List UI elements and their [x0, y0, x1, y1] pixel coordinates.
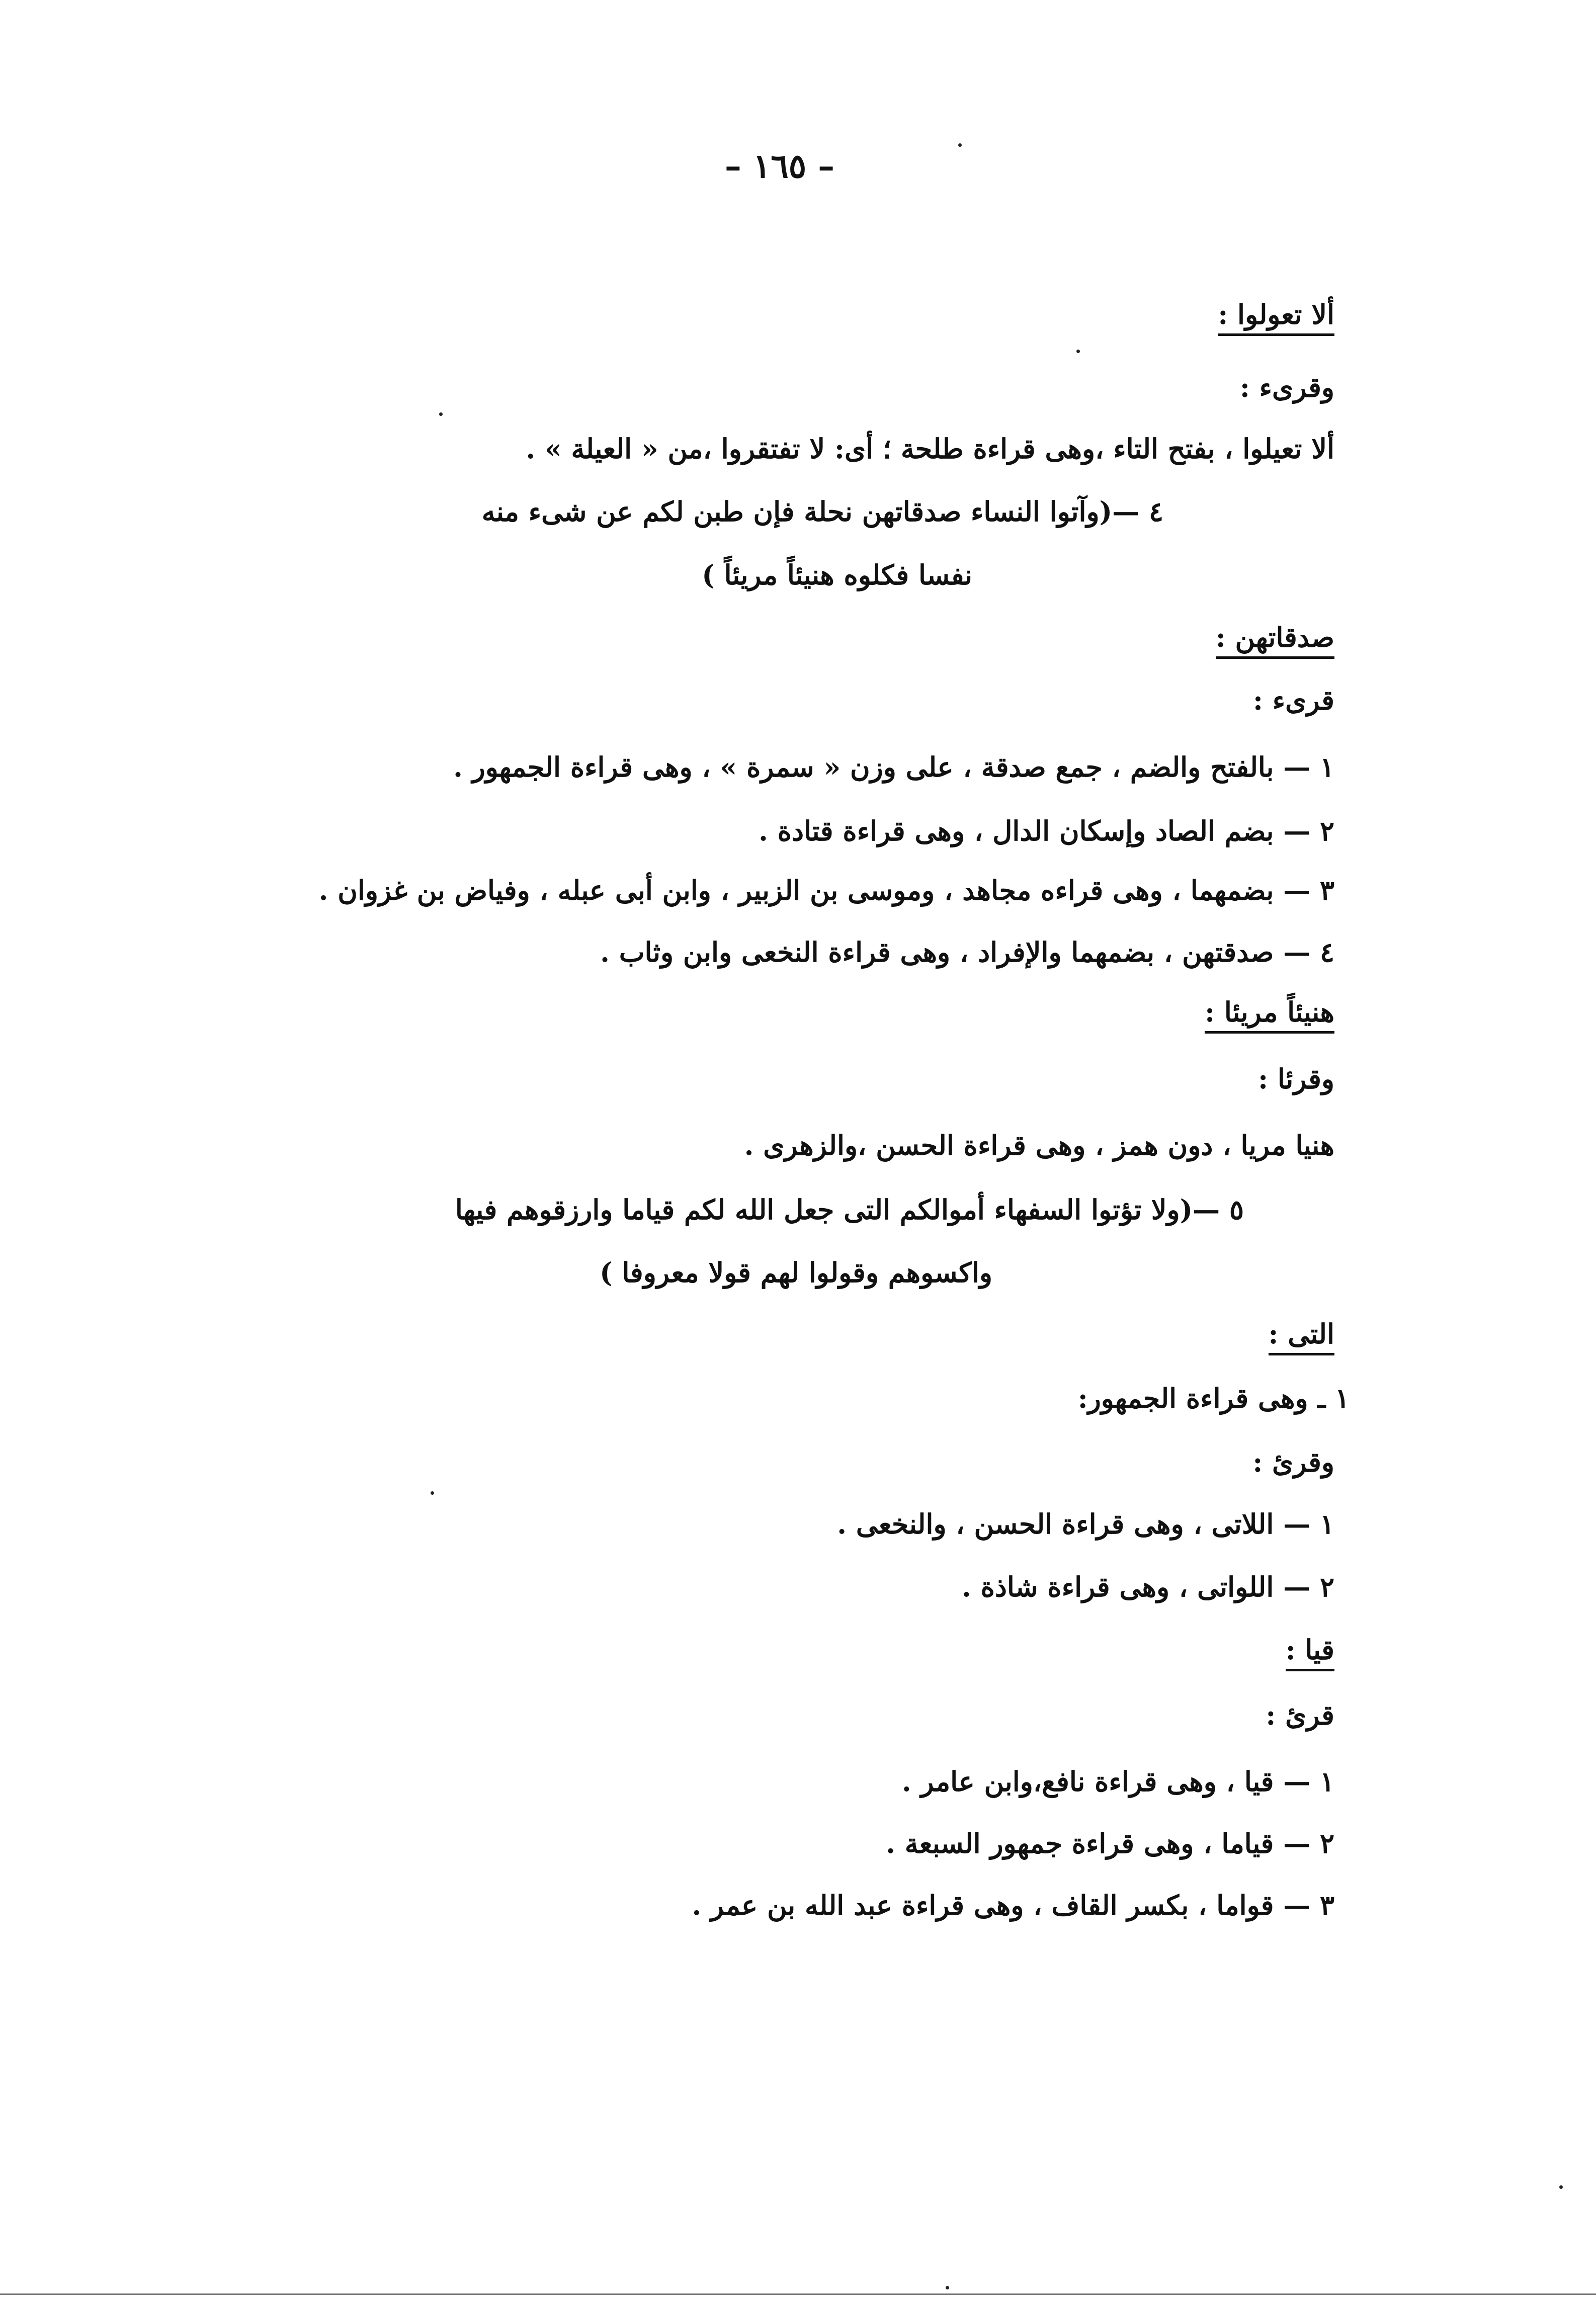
- list-item: ٢ — اللواتى ، وهى قراءة شاذة .: [961, 1571, 1334, 1603]
- scan-speck: [1076, 350, 1080, 353]
- list-item: ٢ — قياما ، وهى قراءة جمهور السبعة .: [886, 1827, 1334, 1859]
- verse-line: واكسوهم وقولوا لهم قولا معروفا ): [600, 1256, 992, 1289]
- list-item: ١ — قيا ، وهى قراءة نافع،وابن عامر .: [901, 1765, 1334, 1798]
- scan-speck: [1559, 2185, 1563, 2189]
- reading-label: وقرىء :: [1239, 371, 1334, 403]
- list-item: ٤ — صدقتهن ، بضمهما والإفراد ، وهى قراءة النخعى وابن وثاب .: [600, 936, 1334, 968]
- list-item: ٣ — قواما ، بكسر القاف ، وهى قراءة عبد الله بن عمر .: [692, 1889, 1334, 1921]
- verse-line: نفسا فكلوه هنيئاً مريئاً ): [702, 559, 972, 591]
- scan-speck: [946, 2286, 949, 2289]
- scan-speck: [439, 412, 443, 416]
- text-line: ١ ـ وهى قراءة الجمهور:: [1077, 1382, 1350, 1414]
- list-item: ٢ — بضم الصاد وإسكان الدال ، وهى قراءة قتادة .: [759, 815, 1334, 847]
- heading-allati: [1269, 1316, 1335, 1351]
- heading-hanian-mariian: [1205, 994, 1334, 1030]
- heading-text: صدقاتهن :: [1216, 621, 1334, 659]
- reading-label: وقرئ :: [1252, 1446, 1334, 1478]
- reading-label: قرىء :: [1253, 684, 1334, 716]
- verse-line: ٥ —(ولا تؤتوا السفهاء أموالكم التى جعل الله لكم قياما وارزقوهم فيها: [455, 1194, 1244, 1226]
- page-number: – ١٦٥ –: [724, 146, 835, 186]
- heading-text: التى :: [1269, 1318, 1335, 1355]
- reading-label: وقرئا :: [1258, 1063, 1334, 1095]
- list-item: ١ — اللاتى ، وهى قراءة الحسن ، والنخعى .: [837, 1508, 1334, 1540]
- heading-text: قيا :: [1286, 1634, 1334, 1671]
- scan-bottom-edge: [0, 2293, 1596, 2295]
- list-item: ١ — بالفتح والضم ، جمع صدقة ، على وزن « سمرة » ، وهى قراءة الجمهور .: [453, 751, 1334, 783]
- verse-line: ٤ —(وآتوا النساء صدقاتهن نحلة فإن طبن لكم عن شىء منه: [481, 495, 1163, 528]
- reading-label: قرئ :: [1266, 1699, 1334, 1731]
- heading-sadaqatihinna: [1216, 620, 1334, 655]
- heading-text: هنيئاً مريئا :: [1205, 996, 1334, 1034]
- list-item: ٣ — بضمهما ، وهى قراءه مجاهد ، وموسى بن الزبير ، وابن أبى عبله ، وفياض بن غزوان .: [318, 874, 1334, 906]
- text-line: ألا تعيلوا ، بفتح التاء ،وهى قراءة طلحة ؛ أى: لا تفتقروا ،من « العيلة » .: [526, 433, 1334, 465]
- scan-speck: [431, 1491, 434, 1495]
- scan-speck: [958, 143, 962, 147]
- heading-ala-taulu: [1218, 297, 1334, 332]
- heading-text: ألا تعولوا :: [1218, 298, 1334, 336]
- text-line: هنيا مريا ، دون همز ، وهى قراءة الحسن ،والزهرى .: [744, 1129, 1334, 1161]
- heading-qiya: [1286, 1632, 1334, 1667]
